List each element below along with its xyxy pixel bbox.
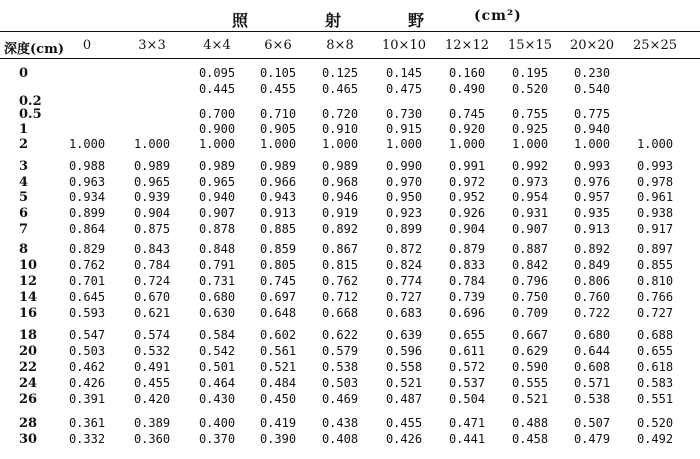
value-cell: 0.419	[259, 416, 297, 430]
value-cell: 0.391	[68, 392, 106, 406]
value-cell: 0.920	[448, 122, 486, 136]
value-cell: 0.484	[259, 376, 297, 390]
value-cell: 0.968	[321, 175, 359, 189]
value-cell: 0.501	[198, 360, 236, 374]
value-cell: 0.558	[385, 360, 423, 374]
value-cell: 0.475	[385, 82, 423, 96]
value-cell: 0.644	[573, 344, 611, 358]
value-cell: 0.361	[68, 416, 106, 430]
depth-cell: 24	[19, 376, 38, 391]
value-cell: 0.957	[573, 190, 611, 204]
value-cell: 1.000	[259, 137, 297, 151]
depth-cell: 6	[19, 206, 29, 221]
value-cell: 1.000	[511, 137, 549, 151]
value-cell: 0.710	[259, 107, 297, 121]
value-cell: 0.538	[573, 392, 611, 406]
value-cell: 0.731	[198, 274, 236, 288]
value-cell: 0.904	[133, 206, 171, 220]
value-cell: 0.504	[448, 392, 486, 406]
column-header: 3×3	[138, 38, 166, 53]
value-cell: 0.848	[198, 242, 236, 256]
value-cell: 0.445	[198, 82, 236, 96]
depth-cell: 0	[19, 66, 29, 81]
value-cell: 0.700	[198, 107, 236, 121]
value-cell: 0.989	[198, 159, 236, 173]
depth-cell: 16	[19, 306, 38, 321]
value-cell: 0.561	[259, 344, 297, 358]
value-cell: 0.993	[636, 159, 674, 173]
value-cell: 0.488	[511, 416, 549, 430]
value-cell: 0.648	[259, 306, 297, 320]
column-header: 4×4	[203, 38, 231, 53]
value-cell: 0.583	[636, 376, 674, 390]
depth-cell: 22	[19, 360, 38, 375]
depth-cell: 14	[19, 290, 38, 305]
value-cell: 0.923	[385, 206, 423, 220]
value-cell: 0.989	[321, 159, 359, 173]
value-cell: 1.000	[321, 137, 359, 151]
depth-cell: 12	[19, 274, 38, 289]
value-cell: 0.701	[68, 274, 106, 288]
value-cell: 0.720	[321, 107, 359, 121]
value-cell: 0.426	[68, 376, 106, 390]
depth-cell: 8	[19, 242, 29, 257]
value-cell: 0.875	[133, 222, 171, 236]
title-char-1: 照	[232, 11, 250, 30]
value-cell: 0.993	[573, 159, 611, 173]
value-cell: 0.965	[133, 175, 171, 189]
value-cell: 0.755	[511, 107, 549, 121]
value-cell: 0.195	[511, 66, 549, 80]
value-cell: 0.441	[448, 432, 486, 446]
depth-cell: 4	[19, 175, 29, 190]
value-cell: 0.332	[68, 432, 106, 446]
value-cell: 0.680	[573, 328, 611, 342]
value-cell: 0.990	[385, 159, 423, 173]
header-bottom-rule	[0, 58, 700, 59]
value-cell: 0.611	[448, 344, 486, 358]
value-cell: 0.655	[636, 344, 674, 358]
value-cell: 0.940	[198, 190, 236, 204]
value-cell: 0.521	[385, 376, 423, 390]
value-cell: 0.542	[198, 344, 236, 358]
value-cell: 0.954	[511, 190, 549, 204]
value-cell: 0.989	[259, 159, 297, 173]
value-cell: 0.125	[321, 66, 359, 80]
value-cell: 0.668	[321, 306, 359, 320]
value-cell: 0.934	[68, 190, 106, 204]
value-cell: 0.455	[133, 376, 171, 390]
value-cell: 0.806	[573, 274, 611, 288]
value-cell: 0.230	[573, 66, 611, 80]
value-cell: 0.963	[68, 175, 106, 189]
value-cell: 0.571	[573, 376, 611, 390]
depth-cell: 10	[19, 258, 38, 273]
value-cell: 0.976	[573, 175, 611, 189]
value-cell: 0.683	[385, 306, 423, 320]
value-cell: 0.897	[636, 242, 674, 256]
value-cell: 0.696	[448, 306, 486, 320]
value-cell: 0.579	[321, 344, 359, 358]
value-cell: 0.727	[636, 306, 674, 320]
value-cell: 0.521	[511, 392, 549, 406]
title-unit: (cm²)	[474, 8, 522, 24]
value-cell: 0.145	[385, 66, 423, 80]
value-cell: 0.622	[321, 328, 359, 342]
value-cell: 0.491	[133, 360, 171, 374]
value-cell: 1.000	[198, 137, 236, 151]
value-cell: 0.555	[511, 376, 549, 390]
value-cell: 0.105	[259, 66, 297, 80]
value-cell: 0.724	[133, 274, 171, 288]
value-cell: 0.727	[385, 290, 423, 304]
value-cell: 0.796	[511, 274, 549, 288]
value-cell: 0.925	[511, 122, 549, 136]
value-cell: 1.000	[385, 137, 423, 151]
value-cell: 0.370	[198, 432, 236, 446]
value-cell: 0.400	[198, 416, 236, 430]
value-cell: 0.602	[259, 328, 297, 342]
value-cell: 0.745	[448, 107, 486, 121]
column-header: 20×20	[570, 38, 614, 53]
value-cell: 0.538	[321, 360, 359, 374]
value-cell: 0.670	[133, 290, 171, 304]
value-cell: 0.992	[511, 159, 549, 173]
value-cell: 0.900	[198, 122, 236, 136]
depth-cell: 26	[19, 392, 38, 407]
depth-cell: 3	[19, 159, 29, 174]
value-cell: 0.551	[636, 392, 674, 406]
value-cell: 0.471	[448, 416, 486, 430]
value-cell: 0.492	[636, 432, 674, 446]
value-cell: 0.859	[259, 242, 297, 256]
value-cell: 0.095	[198, 66, 236, 80]
value-cell: 0.503	[321, 376, 359, 390]
value-cell: 0.520	[636, 416, 674, 430]
value-cell: 0.867	[321, 242, 359, 256]
value-cell: 0.750	[511, 290, 549, 304]
value-cell: 0.462	[68, 360, 106, 374]
value-cell: 0.709	[511, 306, 549, 320]
value-cell: 0.939	[133, 190, 171, 204]
value-cell: 0.464	[198, 376, 236, 390]
value-cell: 0.915	[385, 122, 423, 136]
depth-cell: 1	[19, 122, 29, 137]
value-cell: 0.899	[385, 222, 423, 236]
column-header: 10×10	[382, 38, 426, 53]
value-cell: 0.907	[511, 222, 549, 236]
value-cell: 0.919	[321, 206, 359, 220]
value-cell: 0.810	[636, 274, 674, 288]
header-top-rule	[0, 31, 700, 32]
value-cell: 0.722	[573, 306, 611, 320]
value-cell: 0.760	[573, 290, 611, 304]
value-cell: 0.972	[448, 175, 486, 189]
value-cell: 0.829	[68, 242, 106, 256]
column-header: 12×12	[445, 38, 489, 53]
value-cell: 0.629	[511, 344, 549, 358]
value-cell: 0.824	[385, 258, 423, 272]
value-cell: 0.907	[198, 206, 236, 220]
value-cell: 0.455	[259, 82, 297, 96]
value-cell: 0.940	[573, 122, 611, 136]
value-cell: 0.572	[448, 360, 486, 374]
value-cell: 0.438	[321, 416, 359, 430]
value-cell: 0.843	[133, 242, 171, 256]
value-cell: 0.775	[573, 107, 611, 121]
value-cell: 0.420	[133, 392, 171, 406]
value-cell: 0.745	[259, 274, 297, 288]
value-cell: 0.973	[511, 175, 549, 189]
value-cell: 0.991	[448, 159, 486, 173]
value-cell: 1.000	[68, 137, 106, 151]
column-header: 6×6	[264, 38, 292, 53]
value-cell: 0.450	[259, 392, 297, 406]
value-cell: 0.966	[259, 175, 297, 189]
value-cell: 0.935	[573, 206, 611, 220]
value-cell: 0.815	[321, 258, 359, 272]
value-cell: 0.878	[198, 222, 236, 236]
depth-cell: 5	[19, 190, 29, 205]
value-cell: 0.887	[511, 242, 549, 256]
value-cell: 0.946	[321, 190, 359, 204]
value-cell: 0.532	[133, 344, 171, 358]
column-header: 15×15	[508, 38, 552, 53]
value-cell: 0.766	[636, 290, 674, 304]
value-cell: 0.879	[448, 242, 486, 256]
value-cell: 0.430	[198, 392, 236, 406]
value-cell: 0.408	[321, 432, 359, 446]
value-cell: 0.739	[448, 290, 486, 304]
value-cell: 0.904	[448, 222, 486, 236]
depth-cell: 30	[19, 432, 38, 447]
value-cell: 0.926	[448, 206, 486, 220]
title-char-3: 野	[408, 11, 426, 30]
value-cell: 0.892	[321, 222, 359, 236]
depth-cell: 2	[19, 137, 29, 152]
value-cell: 0.961	[636, 190, 674, 204]
value-cell: 0.618	[636, 360, 674, 374]
value-cell: 0.160	[448, 66, 486, 80]
title-char-2: 射	[325, 11, 343, 30]
value-cell: 0.805	[259, 258, 297, 272]
value-cell: 0.584	[198, 328, 236, 342]
value-cell: 0.833	[448, 258, 486, 272]
value-cell: 0.503	[68, 344, 106, 358]
value-cell: 0.697	[259, 290, 297, 304]
value-cell: 0.762	[68, 258, 106, 272]
value-cell: 0.849	[573, 258, 611, 272]
depth-cell: 0.5	[19, 107, 42, 122]
value-cell: 0.913	[259, 206, 297, 220]
value-cell: 0.590	[511, 360, 549, 374]
value-cell: 0.762	[321, 274, 359, 288]
value-cell: 0.989	[133, 159, 171, 173]
value-cell: 0.910	[321, 122, 359, 136]
value-cell: 0.621	[133, 306, 171, 320]
value-cell: 0.712	[321, 290, 359, 304]
value-cell: 0.645	[68, 290, 106, 304]
value-cell: 0.784	[133, 258, 171, 272]
depth-cell: 28	[19, 416, 38, 431]
value-cell: 0.791	[198, 258, 236, 272]
value-cell: 0.667	[511, 328, 549, 342]
value-cell: 0.774	[385, 274, 423, 288]
value-cell: 0.389	[133, 416, 171, 430]
column-header: 8×8	[326, 38, 354, 53]
value-cell: 0.455	[385, 416, 423, 430]
value-cell: 0.547	[68, 328, 106, 342]
value-cell: 0.965	[198, 175, 236, 189]
value-cell: 0.630	[198, 306, 236, 320]
value-cell: 0.593	[68, 306, 106, 320]
value-cell: 0.540	[573, 82, 611, 96]
value-cell: 0.899	[68, 206, 106, 220]
depth-cell: 0.2	[19, 94, 42, 109]
value-cell: 0.917	[636, 222, 674, 236]
value-cell: 0.639	[385, 328, 423, 342]
value-cell: 0.360	[133, 432, 171, 446]
value-cell: 1.000	[448, 137, 486, 151]
value-cell: 0.574	[133, 328, 171, 342]
value-cell: 0.855	[636, 258, 674, 272]
value-cell: 0.885	[259, 222, 297, 236]
value-cell: 0.458	[511, 432, 549, 446]
column-header: 0	[82, 38, 92, 53]
value-cell: 0.479	[573, 432, 611, 446]
value-cell: 0.943	[259, 190, 297, 204]
value-cell: 0.537	[448, 376, 486, 390]
value-cell: 0.465	[321, 82, 359, 96]
value-cell: 0.872	[385, 242, 423, 256]
value-cell: 0.952	[448, 190, 486, 204]
value-cell: 0.390	[259, 432, 297, 446]
depth-cell: 7	[19, 222, 29, 237]
value-cell: 0.988	[68, 159, 106, 173]
value-cell: 0.938	[636, 206, 674, 220]
value-cell: 0.730	[385, 107, 423, 121]
value-cell: 0.688	[636, 328, 674, 342]
value-cell: 1.000	[573, 137, 611, 151]
value-cell: 0.490	[448, 82, 486, 96]
value-cell: 1.000	[636, 137, 674, 151]
value-cell: 0.521	[259, 360, 297, 374]
column-header: 25×25	[633, 38, 677, 53]
value-cell: 0.520	[511, 82, 549, 96]
value-cell: 0.905	[259, 122, 297, 136]
value-cell: 0.680	[198, 290, 236, 304]
value-cell: 0.469	[321, 392, 359, 406]
value-cell: 0.950	[385, 190, 423, 204]
value-cell: 0.864	[68, 222, 106, 236]
value-cell: 1.000	[133, 137, 171, 151]
depth-column-header: 深度(cm)	[4, 42, 64, 57]
value-cell: 0.596	[385, 344, 423, 358]
value-cell: 0.487	[385, 392, 423, 406]
value-cell: 0.970	[385, 175, 423, 189]
depth-cell: 18	[19, 328, 38, 343]
value-cell: 0.892	[573, 242, 611, 256]
value-cell: 0.608	[573, 360, 611, 374]
value-cell: 0.913	[573, 222, 611, 236]
value-cell: 0.978	[636, 175, 674, 189]
value-cell: 0.426	[385, 432, 423, 446]
value-cell: 0.784	[448, 274, 486, 288]
value-cell: 0.931	[511, 206, 549, 220]
value-cell: 0.507	[573, 416, 611, 430]
depth-cell: 20	[19, 344, 38, 359]
value-cell: 0.655	[448, 328, 486, 342]
value-cell: 0.842	[511, 258, 549, 272]
